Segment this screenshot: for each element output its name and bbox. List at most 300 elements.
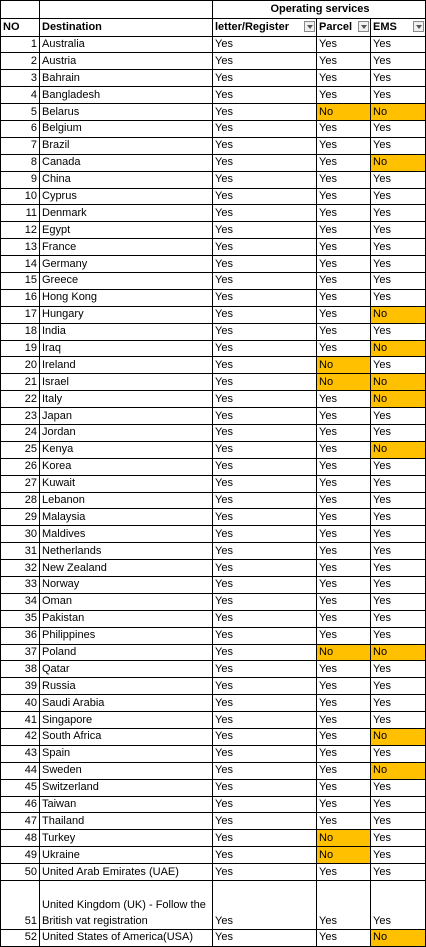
letter-cell: Yes xyxy=(213,137,317,154)
destination-cell: Malaysia xyxy=(40,509,213,526)
table-row xyxy=(1,222,426,239)
letter-cell: Yes xyxy=(213,205,317,222)
header-parcel xyxy=(317,18,371,36)
letter-cell: Yes xyxy=(213,357,317,374)
ems-cell: Yes xyxy=(371,627,426,644)
letter-cell: Yes xyxy=(213,120,317,137)
table-row xyxy=(1,256,426,273)
header-parcel-label: Parcel xyxy=(319,20,353,33)
parcel-cell: Yes xyxy=(317,729,371,746)
destination-cell: Ireland xyxy=(40,357,213,374)
destination-cell: Turkey xyxy=(40,830,213,847)
destination-cell: United States of America(USA) xyxy=(40,930,213,947)
ems-cell: Yes xyxy=(371,458,426,475)
no-cell: 39 xyxy=(1,678,40,695)
ems-cell: Yes xyxy=(371,256,426,273)
parcel-cell: Yes xyxy=(317,441,371,458)
parcel-cell: Yes xyxy=(317,492,371,509)
table-row xyxy=(1,424,426,441)
ems-cell: Yes xyxy=(371,205,426,222)
ems-cell: Yes xyxy=(371,695,426,712)
parcel-cell: Yes xyxy=(317,391,371,408)
parcel-cell: Yes xyxy=(317,306,371,323)
parcel-cell: No xyxy=(317,830,371,847)
letter-cell: Yes xyxy=(213,36,317,53)
destination-cell: United Kingdom (UK) - Follow the British vat registration xyxy=(40,881,213,930)
no-cell: 3 xyxy=(1,70,40,87)
no-cell: 29 xyxy=(1,509,40,526)
ems-cell: Yes xyxy=(371,323,426,340)
letter-cell: Yes xyxy=(213,256,317,273)
ems-cell: Yes xyxy=(371,222,426,239)
letter-cell: Yes xyxy=(213,762,317,779)
parcel-cell: Yes xyxy=(317,509,371,526)
no-cell: 5 xyxy=(1,104,40,121)
table-row xyxy=(1,543,426,560)
no-cell: 17 xyxy=(1,306,40,323)
ems-cell: Yes xyxy=(371,475,426,492)
destination-cell: Netherlands xyxy=(40,543,213,560)
letter-cell: Yes xyxy=(213,340,317,357)
header-ems-label: EMS xyxy=(373,20,397,33)
no-cell: 35 xyxy=(1,610,40,627)
table-row xyxy=(1,796,426,813)
destination-cell: Iraq xyxy=(40,340,213,357)
letter-cell: Yes xyxy=(213,391,317,408)
destination-cell: Japan xyxy=(40,408,213,425)
parcel-cell: Yes xyxy=(317,695,371,712)
letter-cell: Yes xyxy=(213,239,317,256)
ems-cell: Yes xyxy=(371,593,426,610)
no-cell: 50 xyxy=(1,864,40,881)
ems-cell: Yes xyxy=(371,171,426,188)
ems-cell: Yes xyxy=(371,188,426,205)
letter-cell: Yes xyxy=(213,272,317,289)
table-row xyxy=(1,745,426,762)
destination-cell: Thailand xyxy=(40,813,213,830)
destination-cell: Canada xyxy=(40,154,213,171)
letter-cell: Yes xyxy=(213,526,317,543)
letter-cell: Yes xyxy=(213,610,317,627)
no-cell: 40 xyxy=(1,695,40,712)
ems-cell: Yes xyxy=(371,678,426,695)
ems-cell: Yes xyxy=(371,87,426,104)
letter-cell: Yes xyxy=(213,306,317,323)
table-row xyxy=(1,813,426,830)
parcel-cell: No xyxy=(317,374,371,391)
destination-cell: France xyxy=(40,239,213,256)
table-row xyxy=(1,458,426,475)
parcel-cell: Yes xyxy=(317,560,371,577)
parcel-cell: Yes xyxy=(317,188,371,205)
letter-cell: Yes xyxy=(213,678,317,695)
ems-cell: Yes xyxy=(371,70,426,87)
parcel-cell: Yes xyxy=(317,87,371,104)
ems-cell: Yes xyxy=(371,36,426,53)
ems-cell: Yes xyxy=(371,779,426,796)
table-row xyxy=(1,239,426,256)
destination-cell: South Africa xyxy=(40,729,213,746)
parcel-cell: Yes xyxy=(317,678,371,695)
ems-cell: Yes xyxy=(371,543,426,560)
destination-cell: Singapore xyxy=(40,712,213,729)
table-row xyxy=(1,779,426,796)
letter-cell: Yes xyxy=(213,661,317,678)
no-cell: 8 xyxy=(1,154,40,171)
header-row-columns xyxy=(1,18,426,36)
table-row xyxy=(1,391,426,408)
ems-cell: No xyxy=(371,644,426,661)
destination-cell: United Arab Emirates (UAE) xyxy=(40,864,213,881)
destination-cell: Lebanon xyxy=(40,492,213,509)
destination-cell: Russia xyxy=(40,678,213,695)
filter-dropdown-icon[interactable] xyxy=(413,21,424,32)
destination-cell: Oman xyxy=(40,593,213,610)
parcel-cell: Yes xyxy=(317,70,371,87)
table-row xyxy=(1,930,426,947)
ems-cell: Yes xyxy=(371,830,426,847)
ems-cell: Yes xyxy=(371,120,426,137)
no-cell: 19 xyxy=(1,340,40,357)
parcel-cell: No xyxy=(317,104,371,121)
parcel-cell: Yes xyxy=(317,881,371,930)
destination-cell: Denmark xyxy=(40,205,213,222)
letter-cell: Yes xyxy=(213,222,317,239)
parcel-cell: Yes xyxy=(317,796,371,813)
parcel-cell: Yes xyxy=(317,340,371,357)
destination-cell: New Zealand xyxy=(40,560,213,577)
table-row xyxy=(1,120,426,137)
table-row xyxy=(1,661,426,678)
ems-cell: Yes xyxy=(371,53,426,70)
ems-cell: Yes xyxy=(371,509,426,526)
no-cell: 15 xyxy=(1,272,40,289)
parcel-cell: Yes xyxy=(317,120,371,137)
destination-cell: Spain xyxy=(40,745,213,762)
destination-cell: Belarus xyxy=(40,104,213,121)
table-row xyxy=(1,441,426,458)
header-blank-destination xyxy=(40,1,213,19)
letter-cell: Yes xyxy=(213,644,317,661)
table-row xyxy=(1,289,426,306)
no-cell: 38 xyxy=(1,661,40,678)
table-row xyxy=(1,374,426,391)
no-cell: 6 xyxy=(1,120,40,137)
table-row xyxy=(1,87,426,104)
destination-cell: Hungary xyxy=(40,306,213,323)
parcel-cell: Yes xyxy=(317,864,371,881)
no-cell: 27 xyxy=(1,475,40,492)
parcel-cell: Yes xyxy=(317,458,371,475)
parcel-cell: Yes xyxy=(317,408,371,425)
table-row xyxy=(1,104,426,121)
letter-cell: Yes xyxy=(213,695,317,712)
no-cell: 1 xyxy=(1,36,40,53)
letter-cell: Yes xyxy=(213,930,317,947)
table-row xyxy=(1,53,426,70)
ems-cell: Yes xyxy=(371,881,426,930)
no-cell: 7 xyxy=(1,137,40,154)
letter-cell: Yes xyxy=(213,458,317,475)
parcel-cell: Yes xyxy=(317,661,371,678)
table-row xyxy=(1,70,426,87)
no-cell: 28 xyxy=(1,492,40,509)
no-cell: 13 xyxy=(1,239,40,256)
parcel-cell: Yes xyxy=(317,745,371,762)
ems-cell: Yes xyxy=(371,272,426,289)
parcel-cell: Yes xyxy=(317,475,371,492)
parcel-cell: No xyxy=(317,847,371,864)
parcel-cell: No xyxy=(317,644,371,661)
destination-cell: Belgium xyxy=(40,120,213,137)
no-cell: 47 xyxy=(1,813,40,830)
parcel-cell: Yes xyxy=(317,424,371,441)
destination-cell: Australia xyxy=(40,36,213,53)
letter-cell: Yes xyxy=(213,424,317,441)
letter-cell: Yes xyxy=(213,171,317,188)
ems-cell: No xyxy=(371,306,426,323)
ems-cell: Yes xyxy=(371,492,426,509)
destination-cell: Norway xyxy=(40,577,213,594)
table-row xyxy=(1,509,426,526)
no-cell: 18 xyxy=(1,323,40,340)
header-letter xyxy=(213,18,317,36)
header-destination: Destination xyxy=(40,18,213,36)
table-row xyxy=(1,323,426,340)
destination-cell: Egypt xyxy=(40,222,213,239)
no-cell: 46 xyxy=(1,796,40,813)
destination-cell: Maldives xyxy=(40,526,213,543)
no-cell: 33 xyxy=(1,577,40,594)
letter-cell: Yes xyxy=(213,441,317,458)
ems-cell: No xyxy=(371,729,426,746)
operating-services-header: Operating services xyxy=(213,1,426,19)
ems-cell: No xyxy=(371,391,426,408)
table-row xyxy=(1,881,426,930)
no-cell: 44 xyxy=(1,762,40,779)
ems-cell: Yes xyxy=(371,239,426,256)
table-row xyxy=(1,36,426,53)
no-cell: 37 xyxy=(1,644,40,661)
no-cell: 12 xyxy=(1,222,40,239)
destination-cell: Pakistan xyxy=(40,610,213,627)
table-row xyxy=(1,188,426,205)
letter-cell: Yes xyxy=(213,70,317,87)
ems-cell: Yes xyxy=(371,712,426,729)
destination-cell: Sweden xyxy=(40,762,213,779)
no-cell: 4 xyxy=(1,87,40,104)
parcel-cell: Yes xyxy=(317,762,371,779)
destination-cell: Ukraine xyxy=(40,847,213,864)
table-row xyxy=(1,695,426,712)
destination-cell: Greece xyxy=(40,272,213,289)
no-cell: 41 xyxy=(1,712,40,729)
parcel-cell: Yes xyxy=(317,205,371,222)
ems-cell: Yes xyxy=(371,661,426,678)
ems-cell: No xyxy=(371,374,426,391)
ems-cell: No xyxy=(371,104,426,121)
no-cell: 42 xyxy=(1,729,40,746)
no-cell: 34 xyxy=(1,593,40,610)
parcel-cell: Yes xyxy=(317,171,371,188)
letter-cell: Yes xyxy=(213,475,317,492)
no-cell: 31 xyxy=(1,543,40,560)
destination-cell: Israel xyxy=(40,374,213,391)
table-row xyxy=(1,357,426,374)
header-ems xyxy=(371,18,426,36)
letter-cell: Yes xyxy=(213,881,317,930)
letter-cell: Yes xyxy=(213,864,317,881)
table-row xyxy=(1,762,426,779)
ems-cell: No xyxy=(371,340,426,357)
no-cell: 11 xyxy=(1,205,40,222)
no-cell: 45 xyxy=(1,779,40,796)
parcel-cell: Yes xyxy=(317,610,371,627)
table-row xyxy=(1,171,426,188)
ems-cell: Yes xyxy=(371,526,426,543)
parcel-cell: Yes xyxy=(317,930,371,947)
no-cell: 32 xyxy=(1,560,40,577)
letter-cell: Yes xyxy=(213,492,317,509)
destination-cell: Bahrain xyxy=(40,70,213,87)
parcel-cell: Yes xyxy=(317,577,371,594)
table-row xyxy=(1,712,426,729)
destination-cell: Taiwan xyxy=(40,796,213,813)
filter-dropdown-icon[interactable] xyxy=(358,21,369,32)
no-cell: 14 xyxy=(1,256,40,273)
destination-cell: India xyxy=(40,323,213,340)
ems-cell: No xyxy=(371,762,426,779)
parcel-cell: Yes xyxy=(317,627,371,644)
ems-cell: Yes xyxy=(371,357,426,374)
header-row-group xyxy=(1,1,426,19)
letter-cell: Yes xyxy=(213,87,317,104)
no-cell: 9 xyxy=(1,171,40,188)
table-row xyxy=(1,678,426,695)
letter-cell: Yes xyxy=(213,745,317,762)
table-row xyxy=(1,526,426,543)
letter-cell: Yes xyxy=(213,796,317,813)
letter-cell: Yes xyxy=(213,53,317,70)
table-row xyxy=(1,475,426,492)
no-cell: 24 xyxy=(1,424,40,441)
destination-cell: Philippines xyxy=(40,627,213,644)
destination-cell: China xyxy=(40,171,213,188)
destination-cell: Qatar xyxy=(40,661,213,678)
parcel-cell: Yes xyxy=(317,36,371,53)
destination-cell: Switzerland xyxy=(40,779,213,796)
destination-cell: Jordan xyxy=(40,424,213,441)
table-row xyxy=(1,830,426,847)
letter-cell: Yes xyxy=(213,779,317,796)
table-row xyxy=(1,627,426,644)
no-cell: 51 xyxy=(1,881,40,930)
letter-cell: Yes xyxy=(213,154,317,171)
parcel-cell: Yes xyxy=(317,779,371,796)
table-row xyxy=(1,137,426,154)
table-row xyxy=(1,205,426,222)
ems-cell: Yes xyxy=(371,560,426,577)
ems-cell: Yes xyxy=(371,408,426,425)
parcel-cell: Yes xyxy=(317,593,371,610)
parcel-cell: Yes xyxy=(317,526,371,543)
header-letter-label: letter/Register xyxy=(215,20,289,33)
destination-cell: Poland xyxy=(40,644,213,661)
no-cell: 25 xyxy=(1,441,40,458)
ems-cell: Yes xyxy=(371,289,426,306)
destination-cell: Kuwait xyxy=(40,475,213,492)
letter-cell: Yes xyxy=(213,830,317,847)
ems-cell: Yes xyxy=(371,864,426,881)
parcel-cell: Yes xyxy=(317,543,371,560)
letter-cell: Yes xyxy=(213,374,317,391)
destination-cell: Saudi Arabia xyxy=(40,695,213,712)
parcel-cell: Yes xyxy=(317,272,371,289)
no-cell: 2 xyxy=(1,53,40,70)
parcel-cell: Yes xyxy=(317,256,371,273)
letter-cell: Yes xyxy=(213,104,317,121)
table-row xyxy=(1,272,426,289)
destination-cell: Hong Kong xyxy=(40,289,213,306)
letter-cell: Yes xyxy=(213,593,317,610)
table-row xyxy=(1,560,426,577)
no-cell: 43 xyxy=(1,745,40,762)
parcel-cell: Yes xyxy=(317,53,371,70)
ems-cell: Yes xyxy=(371,424,426,441)
table-row xyxy=(1,593,426,610)
parcel-cell: Yes xyxy=(317,239,371,256)
parcel-cell: Yes xyxy=(317,813,371,830)
no-cell: 22 xyxy=(1,391,40,408)
letter-cell: Yes xyxy=(213,712,317,729)
ems-cell: Yes xyxy=(371,745,426,762)
destination-cell: Korea xyxy=(40,458,213,475)
table-row xyxy=(1,154,426,171)
letter-cell: Yes xyxy=(213,509,317,526)
destination-cell: Cyprus xyxy=(40,188,213,205)
letter-cell: Yes xyxy=(213,188,317,205)
ems-cell: No xyxy=(371,441,426,458)
destination-cell: Italy xyxy=(40,391,213,408)
letter-cell: Yes xyxy=(213,408,317,425)
table-row xyxy=(1,610,426,627)
no-cell: 36 xyxy=(1,627,40,644)
no-cell: 20 xyxy=(1,357,40,374)
ems-cell: No xyxy=(371,930,426,947)
table-row xyxy=(1,492,426,509)
no-cell: 30 xyxy=(1,526,40,543)
parcel-cell: Yes xyxy=(317,712,371,729)
header-blank-no xyxy=(1,1,40,19)
parcel-cell: Yes xyxy=(317,222,371,239)
letter-cell: Yes xyxy=(213,847,317,864)
no-cell: 23 xyxy=(1,408,40,425)
table-row xyxy=(1,340,426,357)
letter-cell: Yes xyxy=(213,323,317,340)
table-row xyxy=(1,408,426,425)
table-row xyxy=(1,644,426,661)
destination-cell: Kenya xyxy=(40,441,213,458)
parcel-cell: Yes xyxy=(317,289,371,306)
filter-dropdown-icon[interactable] xyxy=(304,21,315,32)
destination-cell: Germany xyxy=(40,256,213,273)
ems-cell: Yes xyxy=(371,847,426,864)
ems-cell: No xyxy=(371,154,426,171)
letter-cell: Yes xyxy=(213,729,317,746)
parcel-cell: No xyxy=(317,357,371,374)
no-cell: 52 xyxy=(1,930,40,947)
no-cell: 49 xyxy=(1,847,40,864)
